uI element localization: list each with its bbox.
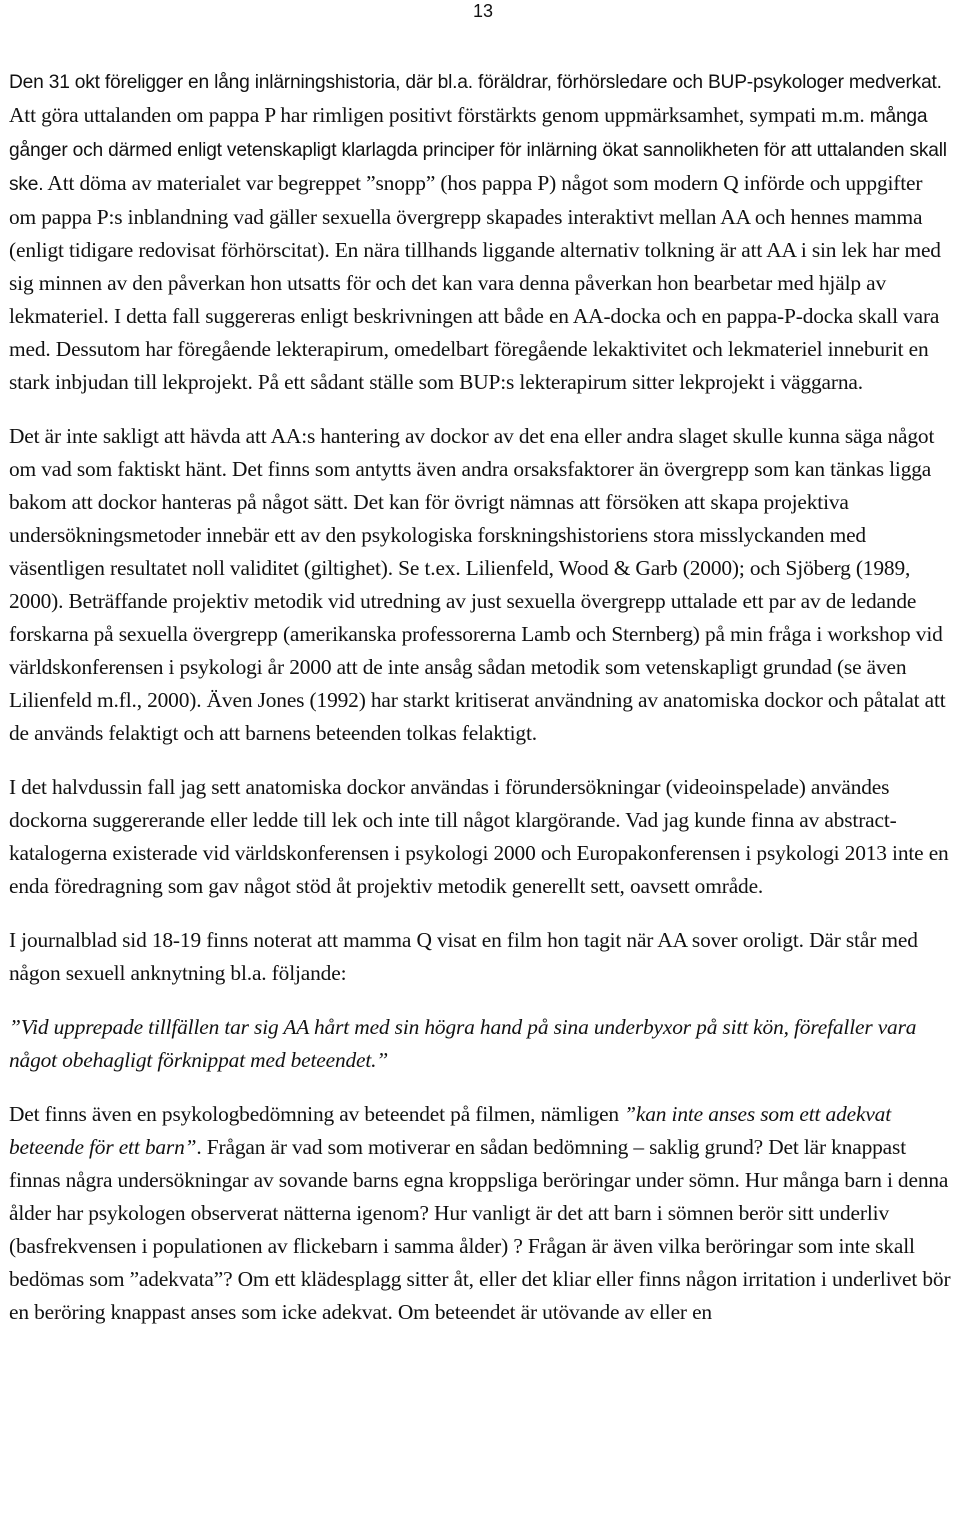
paragraph-6-quoted-assessment: ”kan inte anses som ett adekvat beteende för ett barn” xyxy=(9,1102,892,1159)
page-number: 13 xyxy=(473,1,494,21)
paragraph-2: Det är inte sakligt att hävda att AA:s hantering av dockor av det ena eller andra slaget skulle kunna säga något om vad som faktiskt hänt. Det finns som antytts även andra orsaksfaktorer än övergrepp som kan tänkas ligga bakom att dockor hanteras på något sätt. Det kan för övrigt nämnas att försöken att skapa projektiva undersökningsmetoder innebär ett av den psykologiska forskningshistoriens stora misslyckanden med väsentligen resultatet noll validitet (giltighet). Se t.ex. Lilienfeld, Wood & Garb (2000); och Sjöberg (1989, 2000). Beträffande projektiv metodik vid utredning av just sexuella övergrepp uttalade ett par av de ledande forskarna på sexuella övergrepp (amerikanska professorerna Lamb och Sternberg) på min fråga i workshop vid världskonferensen i psykologi år 2000 att de inte ansåg sådan metodik som vetenskapligt grundad (se även Lilienfeld m.fl., 2000). Även Jones (1992) har starkt kritiserat användning av anatomiska dockor och påtalat att de används felaktigt och att barnens beteenden tolkas felaktigt. xyxy=(9,424,946,745)
paragraph-6-intro: Det finns även en psykologbedömning av beteendet på filmen, nämligen xyxy=(9,1102,625,1126)
block-quote: ”Vid upprepade tillfällen tar sig AA hårt med sin högra hand på sina underbyxor på sitt kön, förefaller vara något obehagligt förknippat med beteendet.” xyxy=(9,1015,917,1072)
paragraph-1-sentence-5: En nära tillhands liggande alternativ tolkning är att AA i sin lek har med sig minnen av den påverkan hon utsatts för och det kan vara denna påverkan hon bearbetar med hjälp av lekmateriel. I detta fall suggereras enligt beskrivningen att både en AA-docka och en pappa-P-docka skall vara med. Dessutom har föregående lekterapirum, omedelbart föregående lekaktivitet och lekmateriel inneburit en stark inbjudan till lekprojekt. På ett sådant ställe som BUP:s lekterapirum sitter lekprojekt i väggarna. xyxy=(9,238,941,394)
paragraph-4: I journalblad sid 18-19 finns noterat att mamma Q visat en film hon tagit när AA sover oroligt. Där står med någon sexuell anknytning bl.a. följande: xyxy=(9,928,918,985)
paragraph-1-sentence-4: Att döma av materialet var begreppet ”snopp” (hos pappa P) något som modern Q införde och uppgifter om pappa P:s inblandning vad gäller sexuella övergrepp skapades interaktivt mellan AA och hennes mamma (enligt tidigare redovisat förhörscitat). xyxy=(9,171,923,262)
paragraph-1-sentence-2: Att göra uttalanden om pappa P har rimligen positivt förstärkts genom uppmärksamhet, sympati m.m. xyxy=(9,103,865,127)
document-body xyxy=(9,65,953,1350)
paragraph-1 xyxy=(9,65,953,399)
paragraph-1-sentence-1: Den 31 okt föreligger en lång inlärningshistoria, där bl.a. föräldrar, förhörsledare och BUP-psykologer medverkat. xyxy=(9,72,942,93)
paragraph-3: I det halvdussin fall jag sett anatomiska dockor användas i förundersökningar (videoinspelade) användes dockorna suggererande eller ledde till lek och inte till något klargörande. Vad jag kunde finna av abstract-katalogerna existerade vid världskonferensen i psykologi 2000 och Europakonferensen i psykologi 2013 inte en enda föredragning som gav något stöd åt projektiv metodik generellt sett, oavsett område. xyxy=(9,775,949,898)
paragraph-6-rest: . Frågan är vad som motiverar en sådan bedömning – saklig grund? Det lär knappast finnas några undersökningar av sovande barns egna kroppsliga beröringar under sömn. Hur många barn i denna ålder har psykologen observerat nätterna igenom? Hur vanligt är det att barn i sömnen berör sitt underliv (basfrekvensen i populationen av flickebarn i samma ålder) ? Frågan är även vilka beröringar som inte skall bedömas som ”adekvata”? Om ett klädesplagg sitter åt, eller det kliar eller finns någon irritation i underlivet bör en beröring knappast anses som icke adekvat. Om beteendet är utövande av eller en xyxy=(9,1135,951,1324)
paragraph-6 xyxy=(9,1098,953,1329)
paragraph-1-sentence-3: många gånger och därmed enligt vetenskapligt klarlagda principer för inlärning ökat sannolikheten för att uttalanden skall ske. xyxy=(9,106,947,195)
